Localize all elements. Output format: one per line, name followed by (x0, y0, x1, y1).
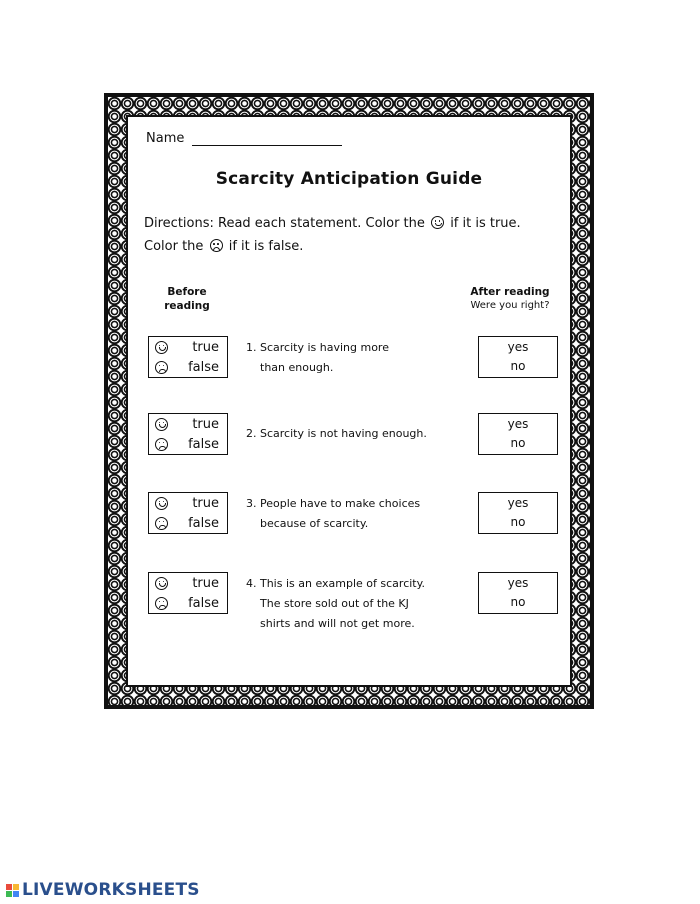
after-reading-label: After reading (470, 286, 550, 298)
no-option[interactable]: no (510, 359, 526, 373)
sad-face-icon (210, 239, 223, 252)
sad-face-icon[interactable] (155, 517, 168, 530)
logo-square (13, 884, 19, 890)
false-label: false (188, 595, 219, 611)
logo-square (6, 884, 12, 890)
after-reading-header (460, 285, 560, 313)
logo-square (13, 891, 19, 897)
statement-text: 4. This is an example of scarcity. (246, 577, 426, 590)
sad-face-icon[interactable] (155, 361, 168, 374)
false-option[interactable] (149, 513, 227, 533)
no-option[interactable]: no (510, 515, 526, 529)
happy-face-icon[interactable] (155, 497, 168, 510)
statement-2 (246, 424, 466, 444)
true-false-box-4 (148, 572, 228, 614)
true-false-box-2 (148, 413, 228, 455)
directions-text-2: if it is true. Color the (144, 216, 521, 254)
directions-text-1: Directions: Read each statement. Color the (144, 216, 425, 231)
false-option[interactable] (149, 434, 227, 454)
yes-option[interactable]: yes (507, 417, 529, 431)
name-label: Name (146, 131, 185, 146)
false-label: false (188, 359, 219, 375)
were-you-right-label: Were you right? (470, 300, 550, 311)
happy-face-icon (431, 216, 444, 229)
yes-no-box-1 (478, 336, 558, 378)
statement-text: shirts and will not get more. (260, 617, 415, 630)
true-false-box-1 (148, 336, 228, 378)
no-option[interactable]: no (510, 595, 526, 609)
happy-face-icon[interactable] (155, 418, 168, 431)
name-row (146, 131, 342, 146)
brand-name: LIVEWORKSHEETS (22, 880, 200, 900)
statement-4 (246, 574, 466, 634)
logo-grid-icon (6, 884, 19, 897)
true-option[interactable] (149, 493, 227, 513)
worksheet-body (126, 115, 572, 687)
happy-face-icon[interactable] (155, 341, 168, 354)
yes-option[interactable]: yes (507, 576, 529, 590)
true-option[interactable] (149, 573, 227, 593)
yes-no-box-4 (478, 572, 558, 614)
statement-text: 2. Scarcity is not having enough. (246, 427, 427, 440)
statement-text: 1. Scarcity is having more (246, 341, 389, 354)
yes-option[interactable]: yes (507, 340, 529, 354)
yes-no-box-3 (478, 492, 558, 534)
true-label: true (192, 575, 219, 591)
true-false-box-3 (148, 492, 228, 534)
logo-square (6, 891, 12, 897)
name-field[interactable] (192, 131, 342, 146)
liveworksheets-logo[interactable] (6, 880, 200, 900)
statement-1 (246, 338, 466, 378)
statement-3 (246, 494, 466, 534)
true-option[interactable] (149, 414, 227, 434)
statement-text: than enough. (260, 361, 334, 374)
false-option[interactable] (149, 357, 227, 377)
statement-text: 3. People have to make choices (246, 497, 421, 510)
directions-text-3: if it is false. (228, 239, 304, 254)
no-option[interactable]: no (510, 436, 526, 450)
worksheet-frame (104, 93, 594, 709)
statement-text: because of scarcity. (260, 517, 369, 530)
true-option[interactable] (149, 337, 227, 357)
directions (144, 212, 554, 258)
false-option[interactable] (149, 593, 227, 613)
yes-no-box-2 (478, 413, 558, 455)
happy-face-icon[interactable] (155, 577, 168, 590)
before-reading-header: Before reading (164, 286, 210, 312)
false-label: false (188, 515, 219, 531)
sad-face-icon[interactable] (155, 597, 168, 610)
true-label: true (192, 339, 219, 355)
sad-face-icon[interactable] (155, 438, 168, 451)
statement-text: The store sold out of the KJ (260, 597, 409, 610)
true-label: true (192, 495, 219, 511)
page-title: Scarcity Anticipation Guide (215, 169, 483, 189)
false-label: false (188, 436, 219, 452)
yes-option[interactable]: yes (507, 496, 529, 510)
true-label: true (192, 416, 219, 432)
